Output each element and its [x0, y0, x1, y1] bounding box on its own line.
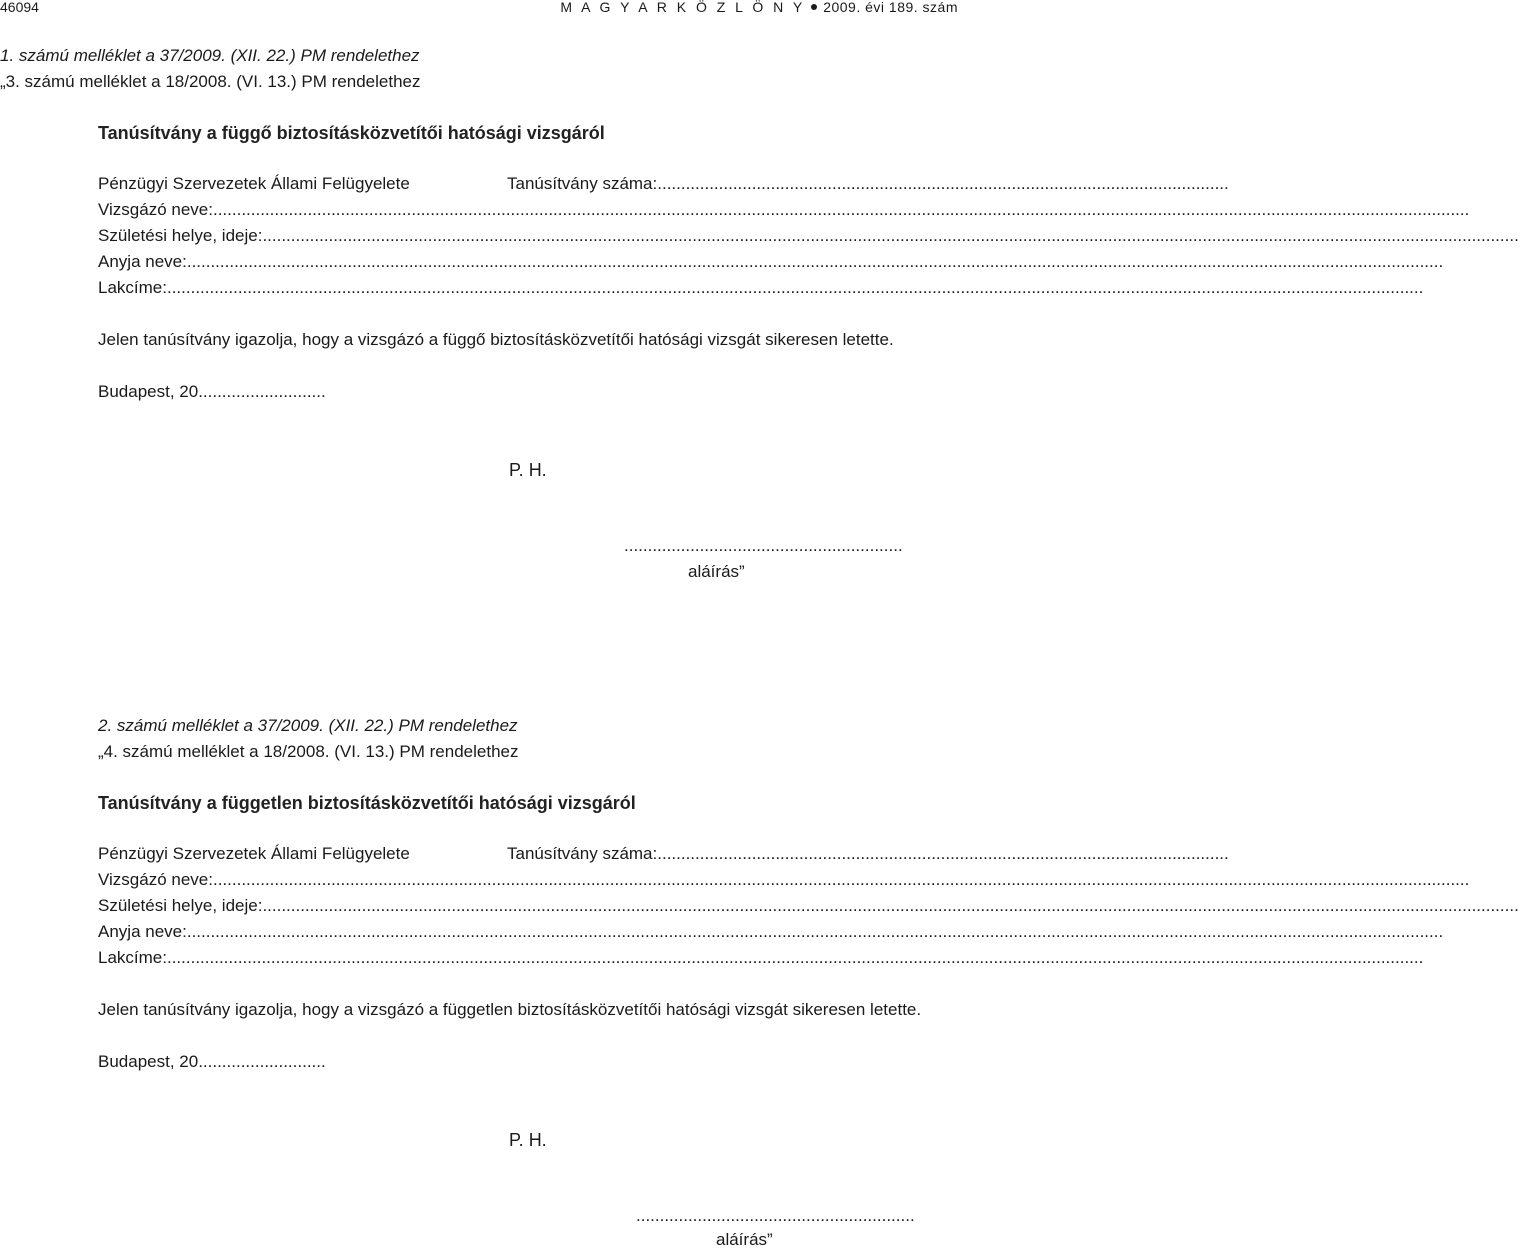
certificate-statement: Jelen tanúsítvány igazolja, hogy a vizsgázó a függő biztosításközvetítői hatósági vizsgát sikeresen letette.	[98, 330, 894, 349]
birth-place-date-field: Születési helye, ideje: ..........................................................................................................................................................................................................................................................................	[98, 226, 1519, 245]
place-date: Budapest, 20...........................	[98, 382, 326, 401]
field-label: Tanúsítvány száma:	[507, 844, 658, 863]
signature-label: aláírás”	[688, 562, 745, 581]
amended-annex-reference: „4. számú melléklet a 18/2008. (VI. 13.) PM rendelethez	[98, 742, 519, 761]
field-label: Lakcíme:	[98, 948, 167, 967]
certificate-number-field: Tanúsítvány száma: .........................................................................................................................	[507, 174, 1229, 193]
signature-line: ...........................................................	[624, 536, 903, 555]
mother-name-field: Anyja neve: ..........................................................................................................................................................................................................................................................................	[98, 922, 1444, 941]
page-number: 46094	[0, 0, 39, 15]
field-label: Lakcíme:	[98, 278, 167, 297]
issuer-name: Pénzügyi Szervezetek Állami Felügyelete	[98, 174, 410, 193]
running-header	[560, 0, 958, 14]
place-date: Budapest, 20...........................	[98, 1052, 326, 1071]
certificate-statement: Jelen tanúsítvány igazolja, hogy a vizsgázó a független biztosításközvetítői hatósági vizsgát sikeresen letette.	[98, 1000, 922, 1019]
field-label: Születési helye, ideje:	[98, 226, 263, 245]
annex-reference: 1. számú melléklet a 37/2009. (XII. 22.) PM rendelethez	[0, 46, 420, 65]
certificate-title: Tanúsítvány a független biztosításközvetítői hatósági vizsgáról	[98, 793, 636, 813]
examinee-name-field: Vizsgázó neve: ..........................................................................................................................................................................................................................................................................	[98, 200, 1470, 219]
annex-reference: 2. számú melléklet a 37/2009. (XII. 22.) PM rendelethez	[98, 716, 518, 735]
stamp-placeholder: P. H.	[509, 1130, 547, 1150]
signature-label: aláírás”	[716, 1230, 773, 1249]
mother-name-field: Anyja neve: ..........................................................................................................................................................................................................................................................................	[98, 252, 1444, 271]
examinee-name-field: Vizsgázó neve: ..........................................................................................................................................................................................................................................................................	[98, 870, 1470, 889]
field-label: Anyja neve:	[98, 252, 187, 271]
field-label: Születési helye, ideje:	[98, 896, 263, 915]
signature-line: ...........................................................	[636, 1206, 915, 1225]
certificate-number-field: Tanúsítvány száma: .........................................................................................................................	[507, 844, 1229, 863]
amended-annex-reference: „3. számú melléklet a 18/2008. (VI. 13.) PM rendelethez	[0, 72, 421, 91]
bullet-icon	[811, 4, 817, 10]
birth-place-date-field: Születési helye, ideje: ..........................................................................................................................................................................................................................................................................	[98, 896, 1519, 915]
address-field: Lakcíme: ..........................................................................................................................................................................................................................................................................	[98, 278, 1424, 297]
field-label: Tanúsítvány száma:	[507, 174, 658, 193]
journal-name: M A G Y A R K Ö Z L Ö N Y	[560, 0, 806, 15]
issuer-name: Pénzügyi Szervezetek Állami Felügyelete	[98, 844, 410, 863]
field-label: Anyja neve:	[98, 922, 187, 941]
issue-number: 2009. évi 189. szám	[823, 0, 958, 15]
field-label: Vizsgázó neve:	[98, 200, 213, 219]
stamp-placeholder: P. H.	[509, 460, 547, 480]
address-field: Lakcíme: ..........................................................................................................................................................................................................................................................................	[98, 948, 1424, 967]
field-label: Vizsgázó neve:	[98, 870, 213, 889]
certificate-title: Tanúsítvány a függő biztosításközvetítői hatósági vizsgáról	[98, 123, 605, 143]
